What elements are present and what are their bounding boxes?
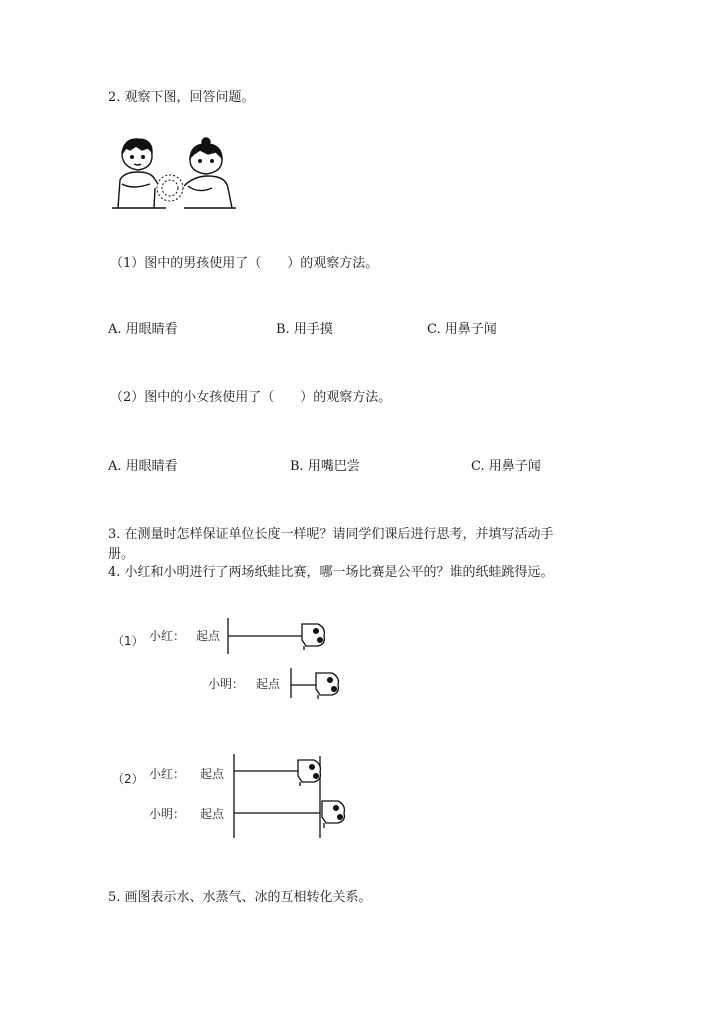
q2-sub2-option-a[interactable]: A. 用眼睛看: [108, 459, 178, 474]
race2-xiaohong-frog: [298, 760, 320, 786]
q2-sub1: （1）图中的男孩使用了（ ）的观察方法。: [110, 256, 379, 271]
q2-sub2: （2）图中的小女孩使用了（ ）的观察方法。: [110, 390, 392, 405]
race2-diagram: [228, 752, 358, 840]
race1-xiaoming-label: 小明：: [208, 677, 245, 691]
boy-figure: [112, 139, 166, 208]
race2-xiaohong-start: 起点: [200, 767, 225, 781]
race1-xiaoming-start: 起点: [256, 677, 281, 691]
race1-xiaohong-label: 小红：: [149, 629, 186, 643]
race1-diagram: [220, 612, 350, 702]
q2-sub1-option-a[interactable]: A. 用眼睛看: [108, 322, 178, 337]
race2-xiaohong-label: 小红：: [149, 767, 186, 781]
q2-sub2-option-b[interactable]: B. 用嘴巴尝: [290, 459, 360, 474]
q2-title: 2. 观察下图，回答问题。: [108, 90, 255, 105]
race1-label: （1）: [112, 634, 144, 648]
q3-line1: 3. 在测量时怎样保证单位长度一样呢？请同学们课后进行思考，并填写活动手: [108, 527, 554, 542]
q2-sub2-option-c[interactable]: C. 用鼻子闻: [471, 459, 541, 474]
q3-line2: 册。: [108, 547, 135, 562]
q5-title: 5. 画图表示水、水蒸气、冰的互相转化关系。: [108, 890, 372, 905]
race1-xiaohong-start: 起点: [196, 629, 221, 643]
q2-sub1-option-c[interactable]: C. 用鼻子闻: [427, 322, 497, 337]
race2-xiaoming-frog: [322, 801, 344, 828]
q4-title: 4. 小红和小明进行了两场纸蛙比赛，哪一场比赛是公平的？谁的纸蛙跳得远。: [108, 565, 554, 580]
race1-xiaohong-frog: [302, 624, 324, 650]
q2-sub1-option-b[interactable]: B. 用手摸: [276, 322, 333, 337]
girl-figure: [184, 138, 236, 208]
race2-xiaoming-label: 小明：: [149, 807, 186, 821]
race2-xiaoming-start: 起点: [200, 807, 225, 821]
race2-label: （2）: [112, 772, 144, 786]
fluffy-object: [157, 175, 183, 201]
race1-xiaoming-frog: [316, 673, 338, 699]
children-illustration: [108, 136, 238, 212]
